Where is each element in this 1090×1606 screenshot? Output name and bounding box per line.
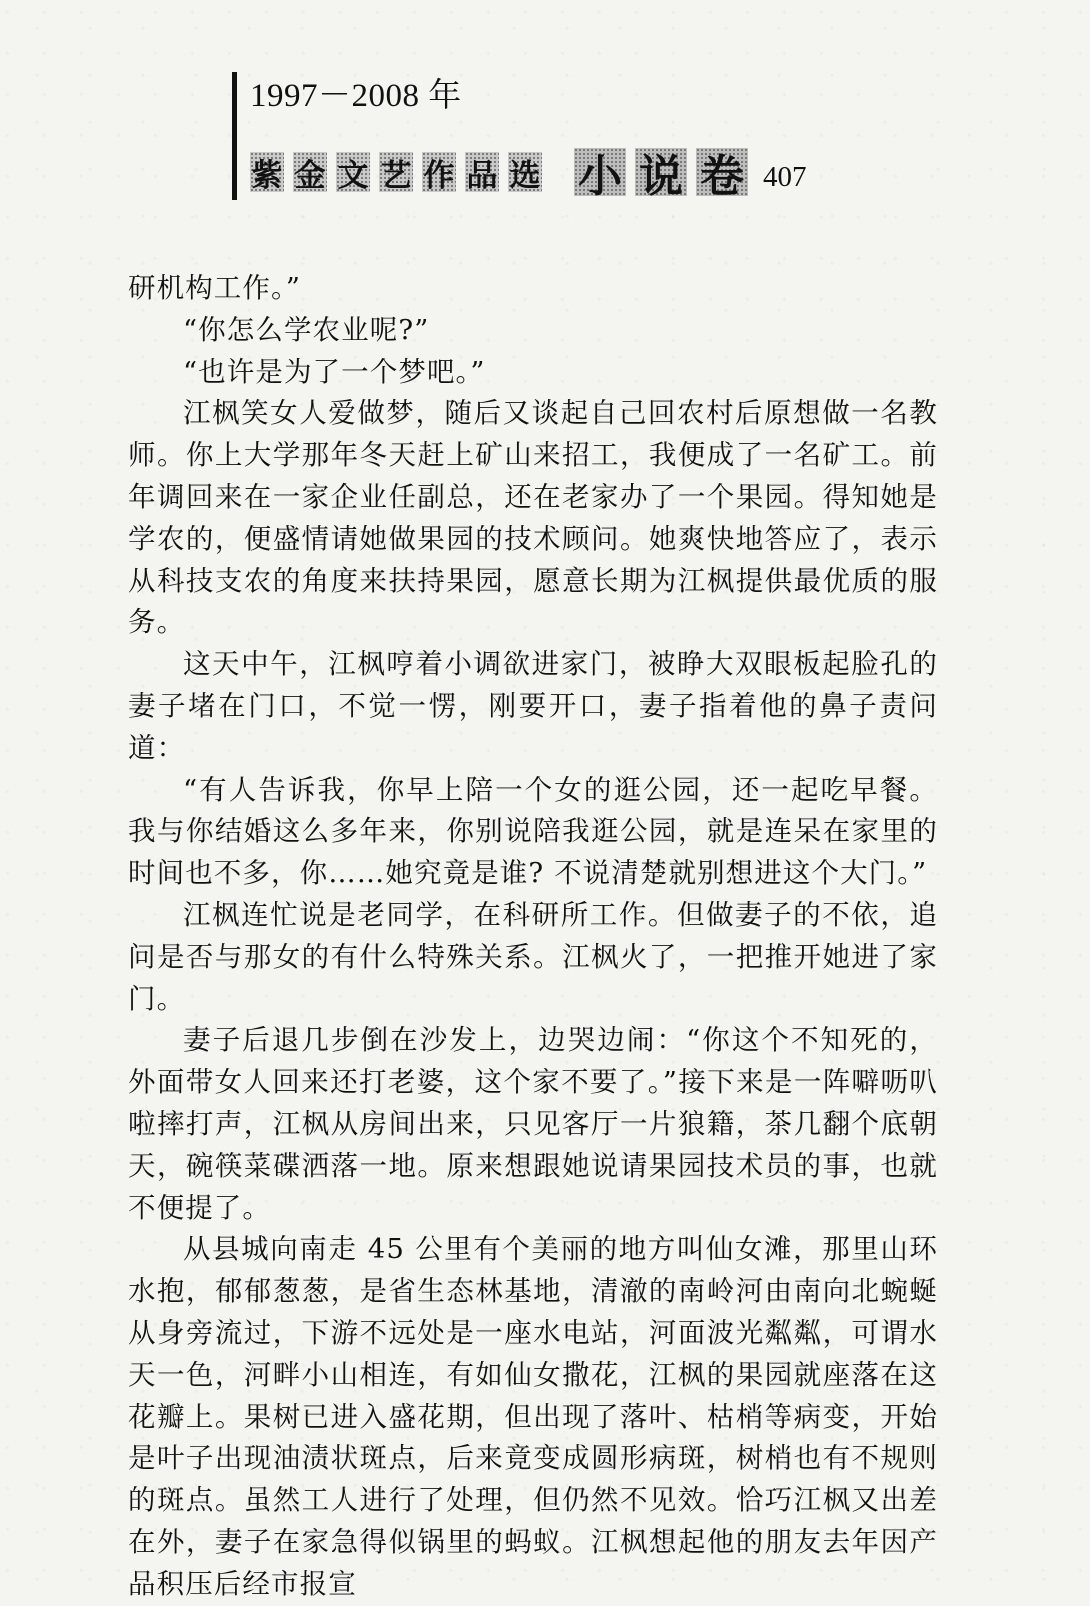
volume-title-char: 说: [635, 148, 687, 196]
volume-title-char: 小: [574, 148, 626, 196]
header-years: 1997－2008 年: [250, 78, 462, 114]
series-title-char: 金: [293, 152, 327, 192]
paragraph: “有人告诉我，你早上陪一个女的逛公园，还一起吃早餐。我与你结婚这么多年来，你别说陪我逛公园，就是连呆在家里的时间也不多，你……她究竟是谁? 不说清楚就别想进这个大门。”: [128, 773, 938, 890]
series-title-char: 选: [508, 152, 542, 192]
paragraph: “也许是为了一个梦吧。”: [183, 355, 486, 388]
volume-title-char: 卷: [696, 148, 748, 196]
paragraph: “你怎么学农业呢?”: [183, 313, 430, 346]
paragraph: 从县城向南走 45 公里有个美丽的地方叫仙女滩，那里山环水抱，郁郁葱葱，是省生态林基地，清澈的南岭河由南向北蜿蜒从身旁流过，下游不远处是一座水电站，河面波光粼粼，可谓水天一色，河畔小山相连，有如仙女撒花，江枫的果园就座落在这花瓣上。果树已进入盛花期，但出现了落叶、枯梢等病变，开始是叶子出现油渍状斑点，后来竟变成圆形病斑，树梢也有不规则的斑点。虽然工人进行了处理，但仍然不见效。恰巧江枫又出差在外，妻子在家急得似锅里的蚂蚁。江枫想起他的朋友去年因产品积压后经市报宣: [128, 1233, 938, 1600]
body-text: [128, 268, 938, 1606]
header-vertical-rule: [232, 72, 237, 200]
paragraph: 妻子后退几步倒在沙发上，边哭边闹：“你这个不知死的，外面带女人回来还打老婆，这个家不要了。”接下来是一阵噼呖叭啦摔打声，江枫从房间出来，只见客厅一片狼籍，茶几翻个底朝天，碗筷菜碟洒落一地。原来想跟她说请果园技术员的事，也就不便提了。: [128, 1024, 938, 1224]
paragraph: 这天中午，江枫哼着小调欲进家门，被睁大双眼板起脸孔的妻子堵在门口，不觉一愣，刚要开口，妻子指着他的鼻子责问道：: [128, 648, 938, 764]
series-title-char: 艺: [379, 152, 413, 192]
series-title-char: 文: [336, 152, 370, 192]
series-title-char: 紫: [250, 152, 284, 192]
page-number: 407: [763, 161, 807, 193]
header-series-title: [250, 148, 807, 202]
series-title-char: 作: [422, 152, 456, 192]
paragraph: 研机构工作。”: [128, 272, 302, 304]
paragraph: 江枫连忙说是老同学，在科研所工作。但做妻子的不依，追问是否与那女的有什么特殊关系。江枫火了，一把推开她进了家门。: [128, 898, 938, 1015]
paragraph: 江枫笑女人爱做梦，随后又谈起自己回农村后原想做一名教师。你上大学那年冬天赶上矿山来招工，我便成了一名矿工。前年调回来在一家企业任副总，还在老家办了一个果园。得知她是学农的，便盛情请她做果园的技术顾问。她爽快地答应了，表示从科技支农的角度来扶持果园，愿意长期为江枫提供最优质的服务。: [128, 397, 938, 639]
series-title-char: 品: [465, 152, 499, 192]
